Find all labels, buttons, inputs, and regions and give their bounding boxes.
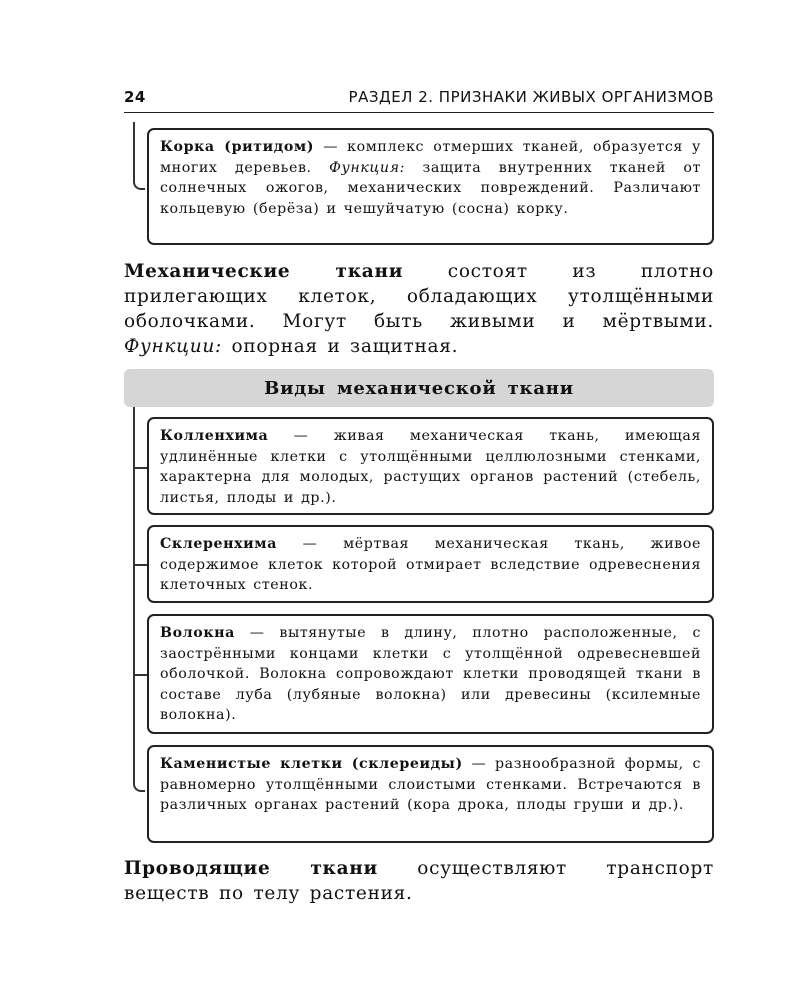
- running-head: [124, 86, 714, 113]
- mechanical-tissues-paragraph: [124, 259, 714, 359]
- type-box-sclereids: [147, 745, 714, 843]
- types-bracket-foot: [133, 780, 145, 792]
- cork-function-label: Функция:: [329, 159, 406, 176]
- cork-bracket-line: [133, 122, 135, 178]
- type-text: — мёртвая механическая ткань, живое содержимое клеток которой отмирает вследствие одревеснения клеточных стенок.: [160, 536, 701, 593]
- cork-text-1: — комплекс отмерших тканей, образуется у многих деревьев.: [160, 139, 701, 176]
- cork-term: Корка (ритидом): [160, 139, 315, 155]
- mechanical-term: Механические ткани: [124, 261, 404, 282]
- types-heading: Виды механической ткани: [264, 377, 574, 399]
- conducting-text: осуществляют транспорт веществ по телу растения.: [124, 858, 714, 904]
- types-heading-band: [124, 369, 714, 407]
- types-bracket-line: [133, 407, 135, 780]
- section-title: РАЗДЕЛ 2. ПРИЗНАКИ ЖИВЫХ ОРГАНИЗМОВ: [348, 88, 714, 106]
- type-text: — вытянутые в длину, плотно расположенные, с заострёнными концами клетки с утолщённой одревесневшей оболочкой. Волокна сопровождают клетки проводящей ткани в составе луба (лубяные волокна) или древесины (ксилемные волокна).: [160, 625, 701, 723]
- type-text: — разнообразной формы, с равномерно утолщёнными слоистыми стенками. Встречаются в различных органах растений (кора дрока, плоды груши и др.).: [160, 756, 701, 813]
- cork-text-2: защита внутренних тканей от солнечных ожогов, механических повреждений. Различают кольцевую (берёза) и чешуйчатую (сосна) корку.: [160, 159, 701, 217]
- cork-definition-box: [147, 128, 714, 245]
- type-term: Склеренхима: [160, 536, 277, 552]
- type-box-collenchyma: [147, 417, 714, 515]
- conducting-term: Проводящие ткани: [124, 858, 378, 879]
- mechanical-function-label: Функции:: [124, 336, 222, 357]
- type-term: Волокна: [160, 625, 235, 641]
- type-term: Колленхима: [160, 428, 269, 444]
- types-tick-3: [133, 674, 147, 676]
- cork-bracket-foot: [133, 178, 145, 190]
- conducting-tissues-paragraph: [124, 856, 714, 906]
- type-box-sclerenchyma: [147, 525, 714, 603]
- type-box-fibers: [147, 614, 714, 734]
- type-text: — живая механическая ткань, имеющая удлинённые клетки с утолщёнными целлюлозными стенками, характерна для молодых, растущих органов растений (стебель, листья, плоды и др.).: [160, 428, 701, 506]
- mechanical-text-1: состоят из плотно прилегающих клеток, обладающих утолщёнными оболочками. Могут быть живыми и мёртвыми.: [124, 261, 714, 332]
- types-tick-1: [133, 467, 147, 469]
- page-number: 24: [124, 88, 146, 106]
- mechanical-text-2: опорная и защитная.: [221, 336, 459, 357]
- type-term: Каменистые клетки (склереиды): [160, 756, 463, 772]
- types-tick-2: [133, 564, 147, 566]
